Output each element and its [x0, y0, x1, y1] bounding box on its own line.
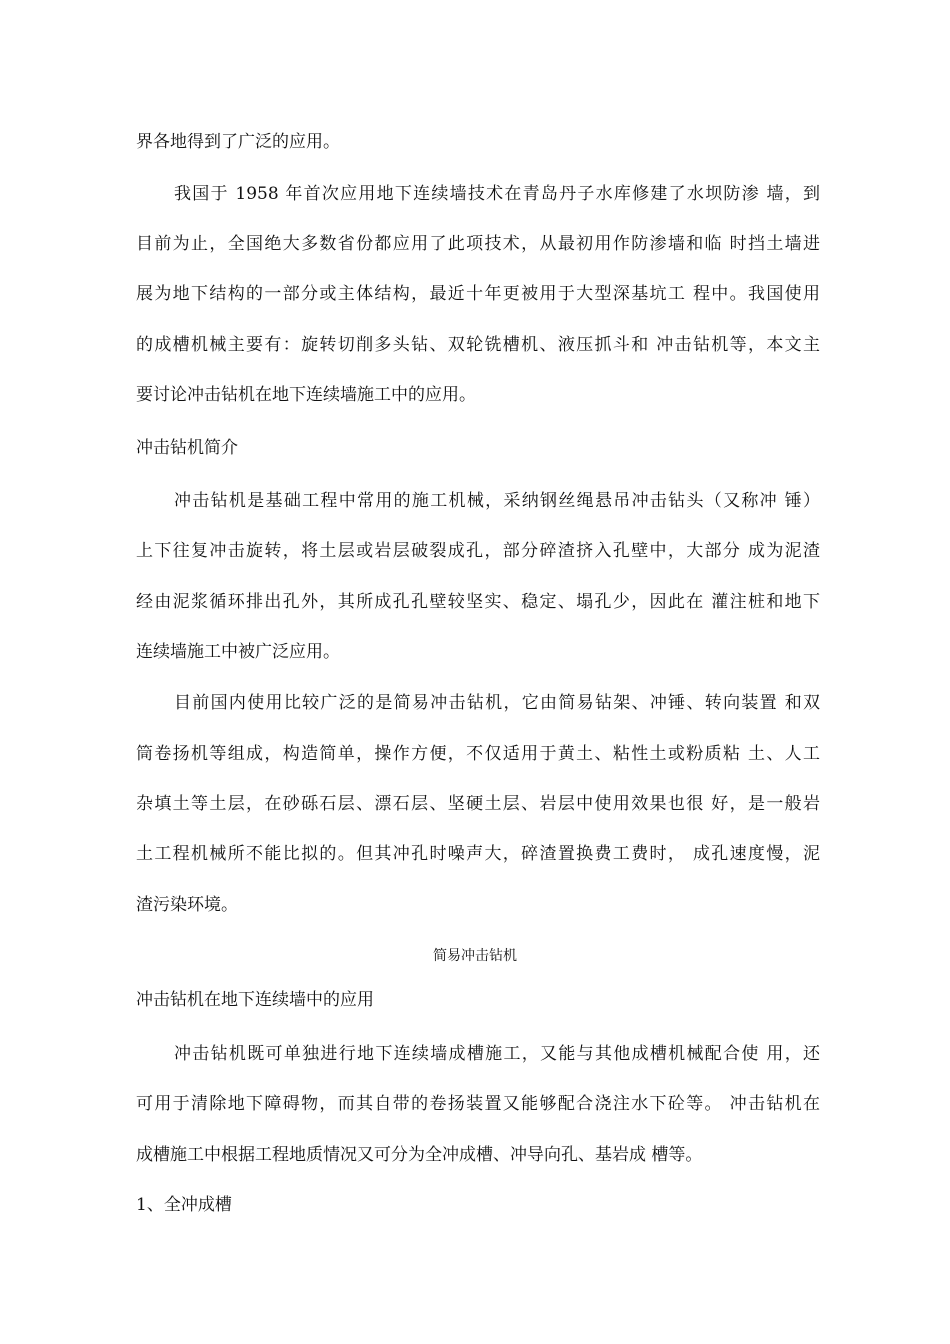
paragraph-3-line-3: 杂填土等土层，在砂砾石层、漂石层、坚硬土层、岩层中使用效果也很 好，是一般岩: [136, 794, 820, 814]
paragraph-3-line-2: 筒卷扬机等组成，构造简单，操作方便，不仅适用于黄土、粘性土或粉质粘 土、人工: [136, 744, 820, 764]
paragraph-2-line-1: 冲击钻机是基础工程中常用的施工机械，采纳钢丝绳悬吊冲击钻头（又称冲 锤）: [174, 491, 820, 511]
paragraph-4-line-3: 成槽施工中根据工程地质情况又可分为全冲成槽、冲导向孔、基岩成 槽等。: [136, 1145, 703, 1165]
paragraph-1-line-2: 目前为止，全国绝大多数省份都应用了此项技术，从最初用作防渗墙和临 时挡土墙进: [136, 234, 820, 254]
paragraph-1-line-4: 的成槽机械主要有：旋转切削多头钻、双轮铣槽机、液压抓斗和 冲击钻机等，本文主: [136, 335, 820, 355]
paragraph-1-line-3: 展为地下结构的一部分或主体结构，最近十年更被用于大型深基坑工 程中。我国使用: [136, 284, 820, 304]
figure-caption: 简易冲击钻机: [433, 948, 517, 964]
section-heading-intro: 冲击钻机简介: [136, 438, 238, 458]
paragraph-3-line-1: 目前国内使用比较广泛的是简易冲击钻机，它由简易钻架、冲锤、转向装置 和双: [174, 693, 820, 713]
subsection-heading-full-punch: 1、全冲成槽: [136, 1195, 232, 1215]
fragment-line: 界各地得到了广泛的应用。: [136, 132, 340, 152]
paragraph-4-line-2: 可用于清除地下障碍物，而其自带的卷扬装置又能够配合浇注水下砼等。 冲击钻机在: [136, 1094, 820, 1114]
paragraph-3-line-4: 土工程机械所不能比拟的。但其冲孔时噪声大，碎渣置换费工费时， 成孔速度慢，泥: [136, 844, 820, 864]
paragraph-3-line-5: 渣污染环境。: [136, 895, 238, 915]
section-heading-application: 冲击钻机在地下连续墙中的应用: [136, 990, 374, 1010]
paragraph-2-line-4: 连续墙施工中被广泛应用。: [136, 642, 340, 662]
paragraph-2-line-2: 上下往复冲击旋转，将土层或岩层破裂成孔，部分碎渣挤入孔壁中，大部分 成为泥渣: [136, 541, 820, 561]
paragraph-4-line-1: 冲击钻机既可单独进行地下连续墙成槽施工，又能与其他成槽机械配合使 用，还: [174, 1044, 820, 1064]
paragraph-1-line-1: 我国于 1958 年首次应用地下连续墙技术在青岛丹子水库修建了水坝防渗 墙，到: [174, 184, 820, 204]
paragraph-1-line-5: 要讨论冲击钻机在地下连续墙施工中的应用。: [136, 385, 476, 405]
paragraph-2-line-3: 经由泥浆循环排出孔外，其所成孔孔壁较坚实、稳定、塌孔少，因此在 灌注桩和地下: [136, 592, 820, 612]
